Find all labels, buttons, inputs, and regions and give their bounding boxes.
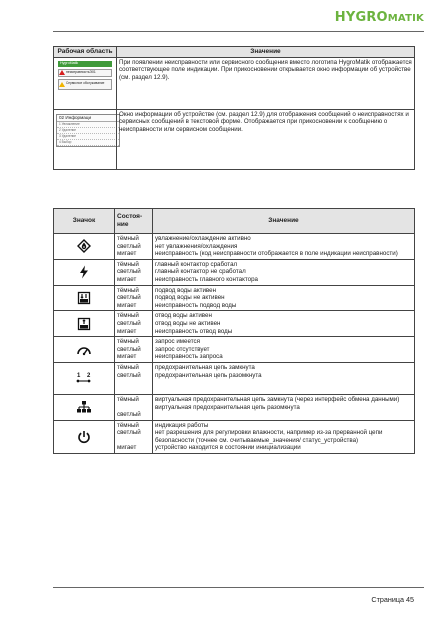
meaning-text: виртуальная предохранительная цепь разомкнута <box>155 403 300 411</box>
state-text: светлый <box>117 429 141 437</box>
meaning-text: неисправность отвод воды <box>155 327 233 335</box>
work-area-table <box>53 46 415 170</box>
icon-cell <box>54 234 115 260</box>
state-text: тёмный <box>117 421 139 429</box>
state-text: тёмный <box>117 235 139 242</box>
table-row <box>54 109 415 169</box>
info-window-title: 02 Информаци <box>57 115 119 122</box>
table-row <box>54 285 415 311</box>
row2-text: Окно информации об устройстве (см. раздел 12.9) для отображения сообщений о неисправностях и сервисных сообщений в текстовой форме. Отображается при прикосновении к сообщению о неисправности или сервисном сообщении. <box>117 109 415 169</box>
icon-cell <box>54 394 115 420</box>
humidify-cool-icon <box>77 239 91 253</box>
meaning-text: главный контактор не сработал <box>155 268 246 276</box>
meaning-text: предохранительная цепь замкнута <box>155 363 255 371</box>
logo-field-thumb: HygroMatik <box>58 61 112 67</box>
state-text: тёмный <box>117 260 139 268</box>
page-number: Страница 45 <box>371 595 414 604</box>
icon-cell <box>54 311 115 337</box>
icon-table <box>53 208 415 454</box>
icon-cell <box>54 362 115 394</box>
state-text: тёмный <box>117 338 139 346</box>
state-text: светлый <box>117 345 141 353</box>
col-meaning: Значение <box>117 47 415 58</box>
meaning-text: неисправность (код неисправности отображается в поле индикации неисправности) <box>155 250 398 258</box>
fault-field-thumb <box>58 69 112 77</box>
meaning-text: главный контактор сработал <box>155 260 238 268</box>
service-field-thumb <box>58 79 112 90</box>
svg-text:1: 1 <box>77 373 81 380</box>
table-row <box>54 234 415 260</box>
hygromatik-logo <box>334 10 424 25</box>
logo-main: HYGRO <box>334 10 388 25</box>
table-row <box>54 57 415 109</box>
state-text: тёмный <box>117 286 139 294</box>
state-text: светлый <box>117 294 141 302</box>
table-row <box>54 311 415 337</box>
info-line: 4 Выбор <box>57 140 119 146</box>
meaning-text: подвод воды активен <box>155 286 217 294</box>
info-line: 1 Увлажнение <box>57 122 119 128</box>
state-text: мигает <box>117 444 137 452</box>
service-warning-icon <box>59 82 65 87</box>
meaning-text: увлажнение/охлаждение активно <box>155 235 251 242</box>
state-text: светлый <box>117 319 141 327</box>
table-row <box>54 259 415 285</box>
water-inlet-icon <box>77 291 91 305</box>
warning-icon <box>59 70 65 75</box>
state-text: мигает <box>117 250 137 258</box>
state-text: мигает <box>117 275 137 283</box>
footer-rule <box>53 587 424 588</box>
fault-thumb-label: неисправностьЭ01 <box>66 70 96 75</box>
header-rule <box>53 31 424 32</box>
col-meaning: Значение <box>153 209 415 234</box>
state-text: светлый <box>117 268 141 276</box>
network-icon <box>76 400 92 414</box>
table-row <box>54 362 415 394</box>
icon-cell <box>54 259 115 285</box>
state-text: мигает <box>117 353 137 361</box>
table-row <box>54 337 415 363</box>
meaning-text: индикация работы <box>155 421 209 429</box>
meaning-text: неисправность запроса <box>155 353 223 361</box>
col-icon: Значок <box>54 209 115 234</box>
col-work-area: Рабочая область <box>54 47 117 58</box>
icon-cell <box>54 285 115 311</box>
meaning-text: нет разрешения для регулировки влажности, например из-за прерванной цепи безопасности (точнее см. считываемые_значения/ статус_устройства) <box>155 429 383 444</box>
meaning-text: устройство находится в состоянии инициализации <box>155 444 301 452</box>
status-thumbnail <box>54 57 117 109</box>
meaning-text: неисправность главного контактора <box>155 275 258 283</box>
service-thumb-label: Сервисное обслуживание <box>66 81 105 86</box>
meaning-text: предохранительная цепь разомкнута <box>155 371 262 379</box>
state-text: мигает <box>117 327 137 335</box>
state-text: мигает <box>117 301 137 309</box>
meaning-text: виртуальная предохранительная цепь замкнута (через интерфейс обмена данными) <box>155 395 400 403</box>
table-row <box>54 420 415 453</box>
col-state: Состоя-ние <box>115 209 153 234</box>
meaning-text: подвод воды не активен <box>155 294 225 302</box>
svg-text:2: 2 <box>87 373 91 380</box>
meaning-text: запрос отсутствует <box>155 345 210 353</box>
gauge-icon <box>76 344 92 356</box>
meaning-text: неисправность подвод воды <box>155 301 237 309</box>
info-line: 3 Удаление <box>57 134 119 140</box>
state-text: тёмный <box>117 363 139 371</box>
icon-cell <box>54 337 115 363</box>
meaning-text: отвод воды активен <box>155 312 212 320</box>
state-text: светлый <box>117 411 141 419</box>
water-drain-icon <box>77 317 91 331</box>
row1-text: При появлении неисправности или сервисного сообщения вместо логотипа HygroMatik отображается соответствующее поле индикации. При прикосновении открывается окно информации об устройстве (см. раздел 12.9). <box>117 57 415 109</box>
state-text: тёмный <box>117 312 139 320</box>
meaning-text: отвод воды не активен <box>155 319 221 327</box>
logo-tail: MATIK <box>387 13 424 24</box>
lightning-icon <box>78 265 90 279</box>
power-icon <box>77 430 91 444</box>
state-text: тёмный <box>117 395 139 403</box>
safety-chain-icon <box>74 371 94 385</box>
info-line: 2 Удаление <box>57 128 119 134</box>
meaning-text: нет увлажнения/охлаждения <box>155 242 238 250</box>
state-text: светлый <box>117 242 141 250</box>
icon-cell <box>54 420 115 453</box>
table-row <box>54 394 415 420</box>
state-text: светлый <box>117 371 141 379</box>
info-window-thumbnail <box>54 109 117 169</box>
meaning-text: запрос имеется <box>155 338 200 346</box>
